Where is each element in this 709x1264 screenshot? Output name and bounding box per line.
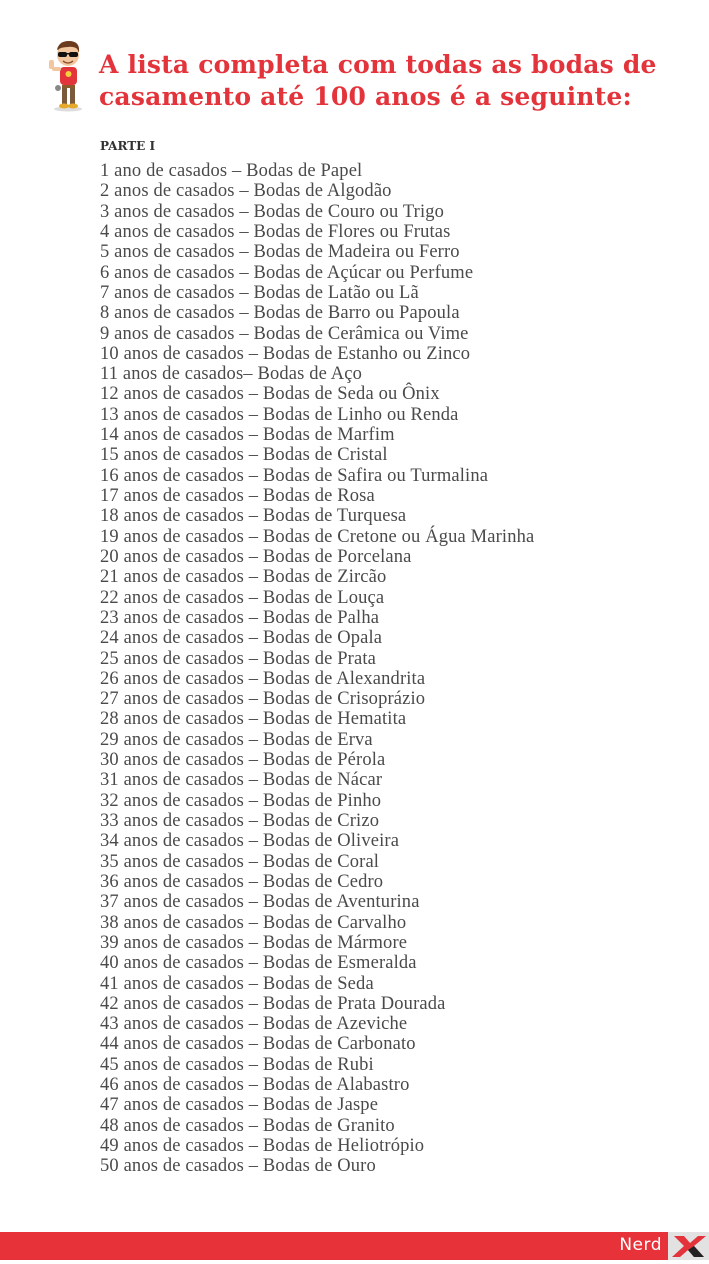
list-item: 32 anos de casados – Bodas de Pinho [100,790,382,811]
list-item: 48 anos de casados – Bodas de Granito [100,1115,395,1136]
list-item: 37 anos de casados – Bodas de Aventurina [100,892,420,913]
list-item: 33 anos de casados – Bodas de Crizo [100,811,380,831]
list-item: 39 anos de casados – Bodas de Mármore [100,932,408,953]
page-title [99,49,657,113]
list-item: 40 anos de casados – Bodas de Esmeralda [100,953,417,974]
list-item: 9 anos de casados – Bodas de Cerâmica ou Vime [100,323,469,344]
list-item: 14 anos de casados – Bodas de Marfim [100,425,395,446]
list-item: 7 anos de casados – Bodas de Latão ou Lã [100,282,419,303]
list-item: 4 anos de casados – Bodas de Flores ou Frutas [100,221,451,242]
footer-bar [0,1232,709,1260]
brand-logo-icon [668,1232,709,1260]
list-item: 26 anos de casados – Bodas de Alexandrita [100,668,426,689]
list-item: 45 anos de casados – Bodas de Rubi [100,1054,374,1075]
list-item: 29 anos de casados – Bodas de Erva [100,729,373,750]
list-item: 36 anos de casados – Bodas de Cedro [100,871,384,892]
list-item: 2 anos de casados – Bodas de Algodão [100,181,392,202]
list-item: 31 anos de casados – Bodas de Nácar [100,770,383,791]
list-item: 12 anos de casados – Bodas de Seda ou Ônix [100,384,440,405]
list-item: 27 anos de casados – Bodas de Crisoprázio [100,689,426,710]
list-item: 11 anos de casados– Bodas de Aço [100,364,363,385]
mascot-icon [44,38,92,112]
list-item: 20 anos de casados – Bodas de Porcelana [100,546,412,567]
list-item: 21 anos de casados – Bodas de Zircão [100,567,387,588]
list-item: 43 anos de casados – Bodas de Azeviche [100,1014,408,1035]
list-item: 5 anos de casados – Bodas de Madeira ou Ferro [100,242,460,263]
list-item: 15 anos de casados – Bodas de Cristal [100,445,388,466]
anniversary-list [100,161,534,1177]
list-item: 42 anos de casados – Bodas de Prata Dourada [100,993,446,1014]
list-item: 24 anos de casados – Bodas de Opala [100,628,383,649]
list-item: 34 anos de casados – Bodas de Oliveira [100,831,400,852]
list-item: 38 anos de casados – Bodas de Carvalho [100,912,407,933]
list-item: 35 anos de casados – Bodas de Coral [100,851,380,872]
list-item: 3 anos de casados – Bodas de Couro ou Trigo [100,201,445,222]
list-item: 19 anos de casados – Bodas de Cretone ou Água Marinha [100,526,535,547]
list-item: 1 ano de casados – Bodas de Papel [100,161,363,181]
list-item: 46 anos de casados – Bodas de Alabastro [100,1075,410,1096]
list-item: 13 anos de casados – Bodas de Linho ou Renda [100,404,459,425]
list-item: 44 anos de casados – Bodas de Carbonato [100,1034,416,1055]
list-item: 47 anos de casados – Bodas de Jaspe [100,1095,379,1116]
title-line-2: casamento até 100 anos é a seguinte: [99,82,632,111]
list-item: 23 anos de casados – Bodas de Palha [100,607,380,628]
list-item: 50 anos de casados – Bodas de Ouro [100,1156,376,1177]
list-item: 18 anos de casados – Bodas de Turquesa [100,506,407,527]
list-item: 16 anos de casados – Bodas de Safira ou Turmalina [100,465,489,486]
brand-name: Nerd [619,1235,662,1255]
list-item: 22 anos de casados – Bodas de Louça [100,587,385,608]
list-item: 25 anos de casados – Bodas de Prata [100,648,377,669]
section-label: PARTE I [100,139,156,153]
list-item: 17 anos de casados – Bodas de Rosa [100,486,375,506]
list-item: 6 anos de casados – Bodas de Açúcar ou Perfume [100,262,474,283]
list-item: 49 anos de casados – Bodas de Heliotrópio [100,1136,425,1156]
list-item: 28 anos de casados – Bodas de Hematita [100,709,407,730]
list-item: 30 anos de casados – Bodas de Pérola [100,750,386,771]
list-item: 8 anos de casados – Bodas de Barro ou Papoula [100,303,460,324]
list-item: 10 anos de casados – Bodas de Estanho ou Zinco [100,343,471,364]
list-item: 41 anos de casados – Bodas de Seda [100,973,374,994]
title-line-1: A lista completa com todas as bodas de [99,50,657,79]
